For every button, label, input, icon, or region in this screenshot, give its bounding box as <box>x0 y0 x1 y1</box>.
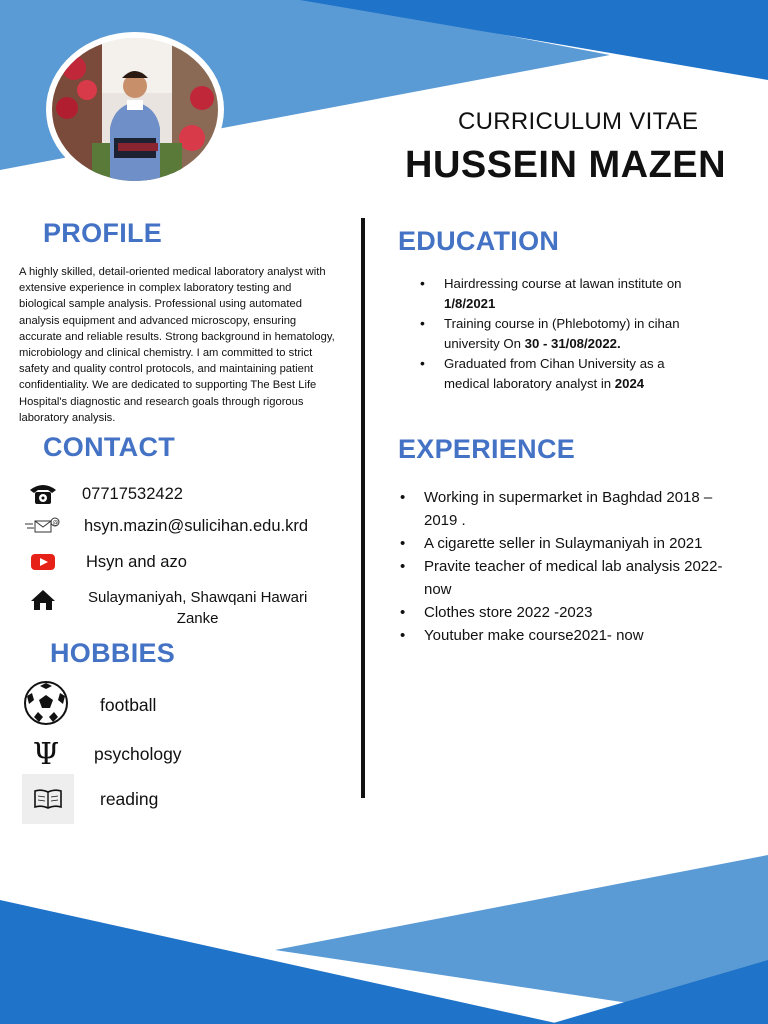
contact-youtube: Hsyn and azo <box>86 552 187 571</box>
contact-phone-row <box>24 481 183 507</box>
hobby-reading: reading <box>100 788 159 809</box>
address-line-2: Zanke <box>176 610 219 627</box>
contact-youtube-row <box>24 549 187 575</box>
experience-item: • Pravite teacher of medical lab analysis 2022- now <box>400 555 730 601</box>
experience-item: • Clothes store 2022 -2023 <box>400 601 730 624</box>
contact-phone: 07717532422 <box>82 484 183 503</box>
profile-photo <box>46 32 224 187</box>
contact-email: hsyn.mazin@sulicihan.edu.krd <box>84 516 309 535</box>
experience-list <box>400 486 730 647</box>
education-item: • Hairdressing course at lawan institute on 1/8/2021 <box>420 274 710 313</box>
hobby-psychology-row <box>22 737 182 772</box>
education-item: • Training course in (Phlebotomy) in cihan university On 30 - 31/08/2022. <box>420 314 710 353</box>
hobby-football-row <box>22 680 156 731</box>
experience-item: • Youtuber make course2021- now <box>400 624 730 647</box>
email-icon <box>24 516 62 536</box>
hobby-psychology: psychology <box>94 744 182 764</box>
person-photo-icon <box>52 38 218 181</box>
psi-icon: Ψ <box>32 737 60 772</box>
football-icon <box>22 680 70 731</box>
contact-address-row <box>24 587 307 629</box>
address-line-1: Sulaymaniyah, Shawqani Hawari <box>88 589 308 606</box>
hobby-reading-row <box>22 774 158 824</box>
youtube-icon <box>24 554 62 570</box>
svg-text:@: @ <box>52 519 59 527</box>
education-list <box>420 274 710 394</box>
experience-item: • A cigarette seller in Sulaymaniyah in 2021 <box>400 532 730 555</box>
home-icon <box>24 589 62 611</box>
profile-heading: PROFILE <box>43 218 163 248</box>
column-divider <box>361 218 365 798</box>
book-icon <box>22 774 74 824</box>
hobbies-heading: HOBBIES <box>50 638 176 668</box>
experience-item: • Working in supermarket in Baghdad 2018 – 2019 . <box>400 486 730 532</box>
education-heading: EDUCATION <box>398 226 560 256</box>
experience-heading: EXPERIENCE <box>398 434 576 464</box>
contact-heading: CONTACT <box>43 432 176 462</box>
contact-address <box>88 587 307 629</box>
hobby-football: football <box>100 695 157 715</box>
telephone-icon <box>24 482 62 506</box>
contact-email-row <box>24 513 308 539</box>
candidate-name: HUSSEIN MAZEN <box>405 144 727 186</box>
cv-label: CURRICULUM VITAE <box>458 108 699 135</box>
profile-text: A highly skilled, detail-oriented medical laboratory analyst with extensive experience in complex laboratory testing and biological sample analysis. Professional using automated analysis equipment and advanced microscopy, ensuring accurate and reliable results. Strong background in hematology, microbiology and clinical chemistry. I am committed to strict safety and quality control protocols, and maintaining patient confidentiality. We are dedicated to supporting The Best Life Hospital's diagnostic and research goals through rigorous laboratory analysis. <box>19 266 335 424</box>
education-item: • Graduated from Cihan University as a medical laboratory analyst in 2024 <box>420 354 710 393</box>
